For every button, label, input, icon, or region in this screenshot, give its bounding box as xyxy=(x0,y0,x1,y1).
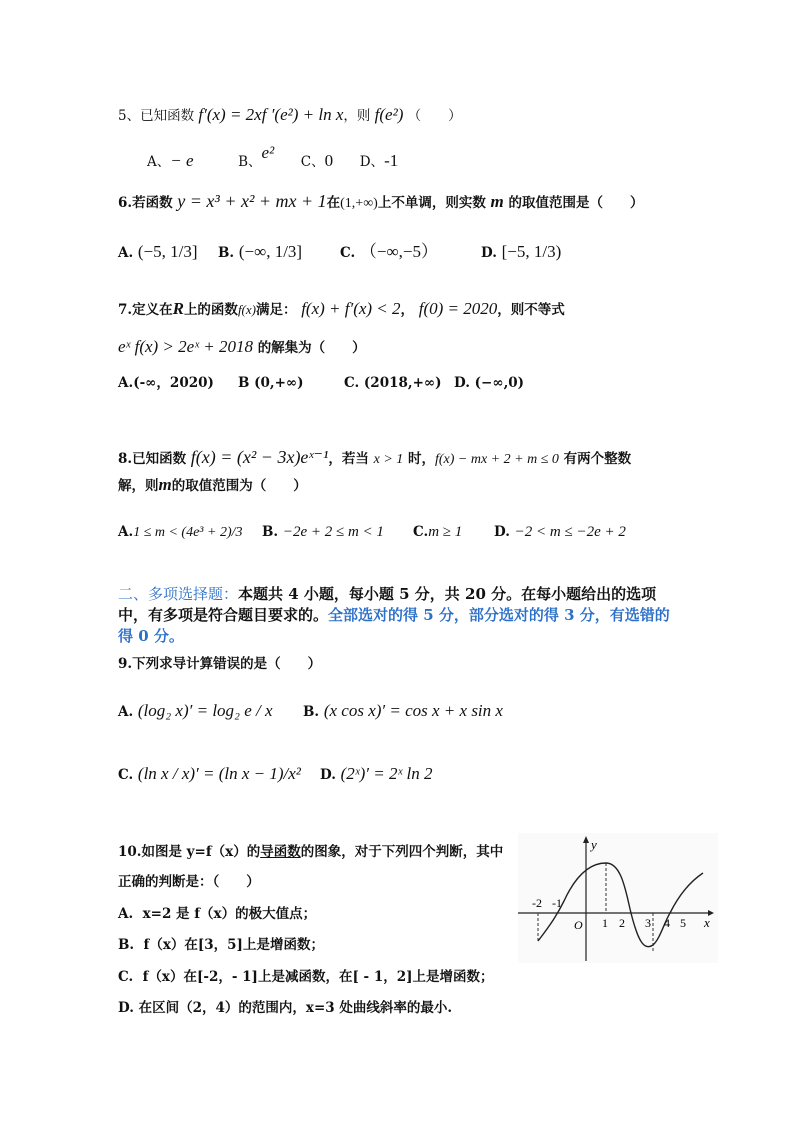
q7-opt-c[interactable]: C. (2018,+∞) xyxy=(344,375,442,391)
q5-target: f(e²) xyxy=(374,105,404,124)
section2-text2: 全部选对的得 5 分，部分选对的得 3 分，有选错的得 0 分。 xyxy=(118,606,670,645)
q7-cond2: f(0) = 2020 xyxy=(418,299,498,318)
tick-label-3: 3 xyxy=(645,916,651,930)
q10-stem-line2: 正确的判断是：（ ） xyxy=(118,874,260,890)
tick-label-2: 2 xyxy=(619,916,625,930)
q8-stem: 8.已知函数 f(x) = (x² − 3x)eˣ⁻¹，若当 x > 1 时，f(x) − mx + 2 + m ≤ 0 有两个整数 xyxy=(118,447,632,467)
q10-opt-c[interactable]: C. f（x）在[-2，- 1]上是减函数，在[ - 1，2]上是增函数； xyxy=(118,969,494,985)
tick-label-4: 4 xyxy=(664,916,670,930)
q5-options xyxy=(147,143,399,171)
graph-y-label: y xyxy=(591,837,597,852)
q6-opt-c[interactable]: C. （−∞,−5） xyxy=(340,242,438,261)
q5-bracket: （ ） xyxy=(407,108,462,124)
q5-opt-d[interactable]: D、-1 xyxy=(359,151,399,170)
q7-stem: 7.定义在R上的函数f(x)满足： f(x) + f′(x) < 2， f(0) = 2020，则不等式 xyxy=(118,299,565,318)
q9-opt-c[interactable]: C. (ln x / x)′ = (ln x − 1)/x² xyxy=(118,764,301,783)
q7-inequality: eˣ f(x) > 2eˣ + 2018 xyxy=(118,337,253,356)
q8-opt-d[interactable]: D. −2 < m ≤ −2e + 2 xyxy=(494,524,626,540)
q10-stem: 10.如图是 y=f（x）的导函数的图象，对于下列四个判断，其中 xyxy=(118,844,504,860)
q7-opt-b[interactable]: B (0,+∞) xyxy=(238,375,304,391)
q10-opt-b[interactable]: B. f（x）在[3，5]上是增函数； xyxy=(118,937,324,953)
q8-formula: f(x) = (x² − 3x)eˣ⁻¹ xyxy=(190,447,329,467)
q10-opt-d[interactable]: D. 在区间（2，4）的范围内，x=3 处曲线斜率的最小. xyxy=(118,1000,453,1016)
graph-background xyxy=(518,833,718,963)
q6-opt-b[interactable]: B. (−∞, 1/3] xyxy=(218,242,303,261)
section2-heading xyxy=(118,584,678,647)
q9-stem: 9.下列求导计算错误的是（ ） xyxy=(118,656,322,672)
tick-label-5: 5 xyxy=(680,916,686,930)
q5-mid: ，则 xyxy=(343,108,371,124)
section2-text1: 本题共 4 小题，每小题 5 分，共 20 分。在每小题给出的选项中，有多项是符合题目要求的。 xyxy=(118,585,657,624)
q5-stem xyxy=(118,106,462,125)
graph-x-label: x xyxy=(704,915,710,930)
q8-opt-b[interactable]: B. −2e + 2 ≤ m < 1 xyxy=(262,524,384,540)
tick-label-neg1: -1 xyxy=(552,896,562,910)
q8-stem-line2: 解，则m的取值范围为（ ） xyxy=(118,475,307,494)
q5-prefix: 5、已知函数 xyxy=(118,108,195,124)
tick-label-neg2: -2 xyxy=(532,896,542,910)
q8-opt-a[interactable]: A.1 ≤ m < (4e³ + 2)/3 xyxy=(118,524,243,540)
q7-opt-a[interactable]: A.(-∞，2020) xyxy=(118,375,214,391)
q7-opt-d[interactable]: D. (−∞,0) xyxy=(454,375,525,391)
q10-derivative-graph xyxy=(518,833,718,963)
q6-opt-d[interactable]: D. [−5, 1/3) xyxy=(481,242,562,261)
q6-opt-a[interactable]: A. (−5, 1/3] xyxy=(118,242,198,261)
q5-opt-b[interactable]: B、e² xyxy=(238,143,275,170)
q10-underlined: 导函数 xyxy=(260,844,301,860)
tick-label-1: 1 xyxy=(602,916,608,930)
q6-formula: y = x³ + x² + mx + 1 xyxy=(177,191,327,211)
q5-formula: f′(x) = 2xf ′(e²) + ln x xyxy=(198,105,344,124)
section2-title: 二、多项选择题： xyxy=(118,585,239,603)
q7-cond1: f(x) + f′(x) < 2 xyxy=(301,299,401,318)
q6-stem: 6.若函数 y = x³ + x² + mx + 1在(1,+∞)上不单调，则实数 m 的取值范围是（ ） xyxy=(118,191,644,211)
q8-opt-c[interactable]: C.m ≥ 1 xyxy=(413,524,463,540)
q9-opt-d[interactable]: D. (2ˣ)′ = 2ˣ ln 2 xyxy=(320,764,433,783)
q5-opt-a[interactable]: A、− e xyxy=(147,151,194,170)
q5-opt-c[interactable]: C、0 xyxy=(300,151,334,170)
q9-opt-a[interactable]: A. (log₂ x)′ = log₂ e / x xyxy=(118,701,273,720)
q7-stem-line2: eˣ f(x) > 2eˣ + 2018 的解集为（ ） xyxy=(118,337,366,356)
q9-opt-b[interactable]: B. (x cos x)′ = cos x + x sin x xyxy=(303,701,503,720)
q10-opt-a[interactable]: A. x=2 是 f（x）的极大值点； xyxy=(118,906,317,922)
graph-origin-label: O xyxy=(574,918,583,932)
